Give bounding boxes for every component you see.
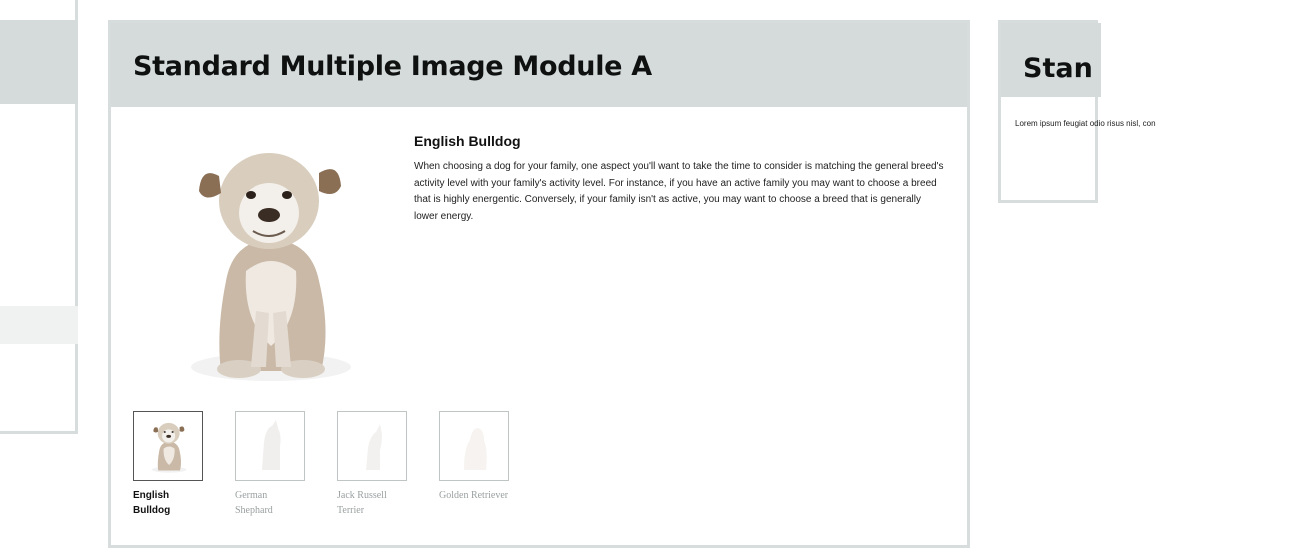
- right-card-text: Lorem ipsum feugiat odio risus nisl, con: [1015, 119, 1156, 128]
- left-partial-card: [0, 0, 78, 434]
- right-partial-card: [998, 20, 1156, 203]
- thumbnail-jack-russell-terrier[interactable]: [337, 411, 407, 518]
- left-card-header-band: [0, 20, 78, 104]
- thumbnail-label: Jack Russell Terrier: [337, 490, 387, 516]
- thumbnail-german-shephard[interactable]: [235, 411, 305, 518]
- module-title: Standard Multiple Image Module A: [133, 51, 652, 82]
- thumbnail-image[interactable]: [235, 411, 305, 481]
- module-header: [111, 23, 967, 107]
- left-card-row: [0, 306, 78, 344]
- thumbnail-image[interactable]: [337, 411, 407, 481]
- multiple-image-module-card: [108, 20, 970, 548]
- thumbnail-label: Golden Retriever: [439, 490, 509, 501]
- description-block: [414, 133, 944, 225]
- thumbnail-image[interactable]: [133, 411, 203, 481]
- thumbnail-golden-retriever[interactable]: [439, 411, 509, 503]
- main-dog-image: [171, 131, 361, 387]
- thumbnail-english-bulldog[interactable]: [133, 411, 203, 518]
- description-title: English Bulldog: [414, 133, 521, 149]
- thumbnail-image[interactable]: [439, 411, 509, 481]
- right-card-title: Stan: [1023, 53, 1093, 84]
- thumbnail-strip: [133, 411, 553, 521]
- thumbnail-label: English Bulldog: [133, 490, 171, 516]
- description-text: When choosing a dog for your family, one aspect you'll want to take the time to consider is matching the general breed's activity level with your family's activity level. For instance, if you have an active family you may want to choose a breed that is highly energentic. Conversely, if your family isn't as active, you may want to choose a breed that is generally lower energy.: [414, 161, 944, 222]
- thumbnail-label: German Shephard: [235, 490, 273, 516]
